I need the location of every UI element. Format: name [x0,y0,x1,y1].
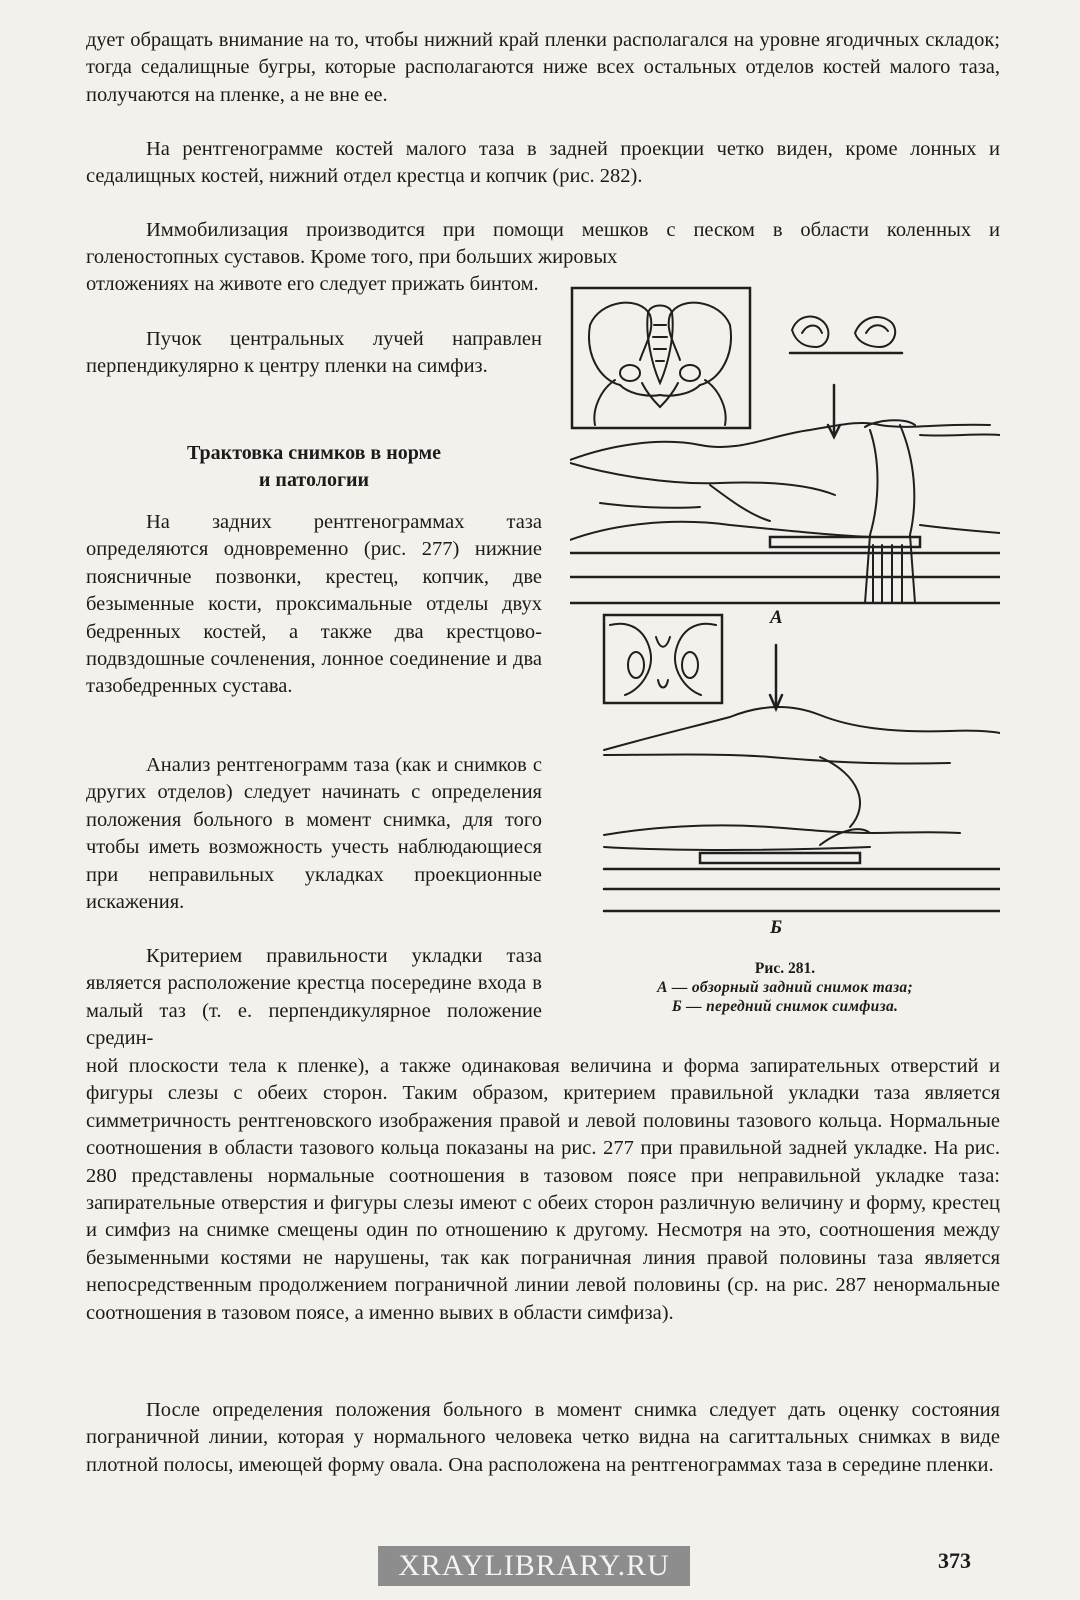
central-ray-arrow-b [770,645,782,709]
paragraph-6: Анализ рентгенограмм таза (как и снимков с других отделов) следует начинать с определения положения больного в момент снимка, для того чтобы иметь возможность учесть наблюдающиеся при неправильных укладках проекционные искажения. [86,754,542,914]
label-a: А [770,607,783,628]
pelvis-outline-a [589,303,731,425]
section-heading [86,440,542,494]
paragraph-7-left: Критерием правильности укладки таза является расположение крестца посередине входа в малый таз (т. е. перпендикулярное положение средин- [86,945,542,1050]
table-lines-b [604,869,1000,911]
patient-body-b [604,707,1000,863]
paragraph-1: дует обращать внимание на то, чтобы нижний край пленки располагался на уровне ягодичных складок; тогда седалищные бугры, которые располагаются ниже всех остальных отделов костей малого таза, получаются на пленке, а не вне ее. [86,29,1000,106]
central-ray-arrow-a [828,385,840,437]
pelvis-outline-b [610,624,716,695]
heading-line-1: Трактовка снимков в норме [186,442,442,464]
paragraph-8: После определения положения больного в момент снимка следует дать оценку состояния пограничной линии, которая у нормального человека четко видна на сагиттальных снимках в виде плотной полосы, имеющей форму овала. Она расположена на рентгенограммах таза в середине пленки. [86,1399,1000,1476]
feet-sandbag-icon [790,317,902,353]
paragraph-3: Иммобилизация производится при помощи мешков с песком в области коленных и голеностопных суставов. Кроме того, при больших жировых [86,219,1000,269]
label-b: Б [770,917,783,938]
paragraph-2: На рентгенограмме костей малого таза в задней проекции четко виден, кроме лонных и седалищных костей, нижний отдел крестца и копчик (рис. 282). [86,138,1000,188]
paragraph-4: Пучок центральных лучей направлен перпендикулярно к центру пленки на симфиз. [86,328,542,378]
patient-body-a [570,420,1000,603]
heading-line-2: и патологии [258,469,370,491]
page-number: 373 [938,1548,971,1573]
paragraph-7-full: ной плоскости тела к пленке), а также одинаковая величина и форма запирательных отверстий и фигуры слезы с обеих сторон. Таким образом, критерием правильной укладки таза является симметричность рентгеновского изображения правой и левой половины тазового кольца. Нормальные соотношения в области тазового кольца показаны на рис. 277 при правильной задней укладке. На рис. 280 представлены нормальные соотношения в тазовом поясе при неправильной укладке таза: запирательные отверстия и фигуры слезы имеют с обеих сторон различную величину и форму, крестец и симфиз на снимке смещены один по отношению к другому. Несмотря на это, соотношения между безыменными костями не нарушены, так как пограничная линия правой половины таза является непосредственным продолжением пограничной линии левой половины (ср. на рис. 287 ненормальные соотношения в тазовом поясе, а именно вывих в области симфиза). [86,1055,1000,1324]
figure-caption [570,959,1000,1016]
paragraph-3-continuation: отложениях на животе его следует прижать бинтом. [86,273,539,295]
paragraph-5: На задних рентгенограммах таза определяются одновременно (рис. 277) нижние поясничные позвонки, крестец, копчик, две безыменные кости, проксимальные отделы двух бедренных костей, а также два крестцово-подвздошные сочленения, лонное соединение и два тазобедренных сустава. [86,511,542,698]
figure-drawing [570,285,1000,1040]
caption-title: Рис. 281. [754,960,816,977]
watermark: XRAYLIBRARY.RU [378,1546,690,1586]
caption-b: Б — передний снимок симфиза. [671,998,899,1015]
table-lines-a [570,553,1000,603]
caption-a: А — обзорный задний снимок таза; [657,979,913,996]
pelvis-xray-inset-b [604,615,722,703]
figure-281 [570,285,1000,1040]
